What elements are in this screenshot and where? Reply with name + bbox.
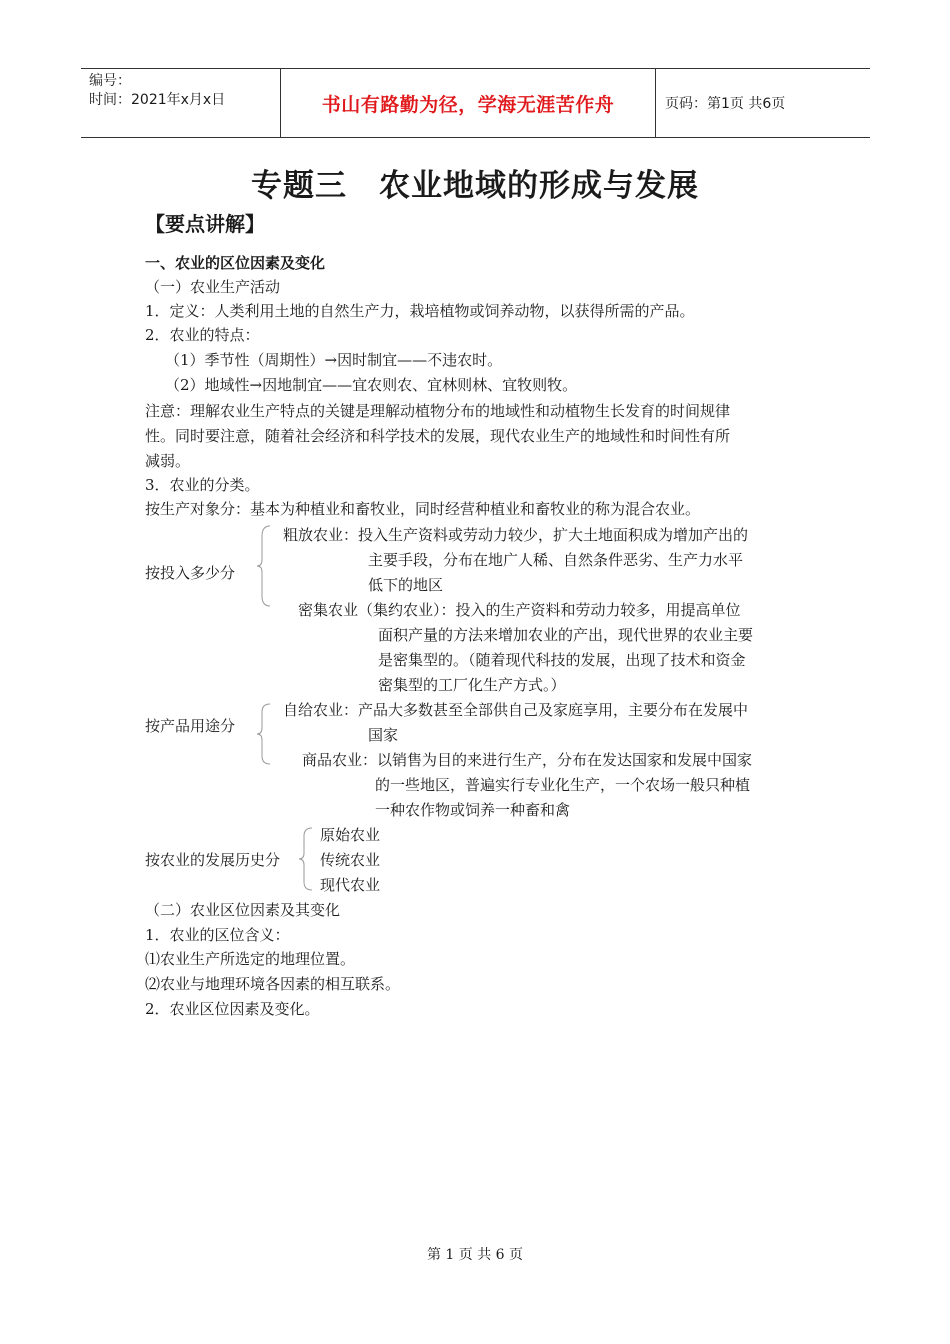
paragraph: 1．定义：人类利用土地的自然生产力，栽培植物或饲养动物，以获得所需的产品。 [145,302,695,320]
paragraph: 1．农业的区位含义： [145,926,290,944]
definition-text: 低下的地区 [368,576,444,594]
definition-text: 是密集型的。（随着现代科技的发展，出现了技术和资金 [378,651,746,669]
header-page-cell [655,69,870,137]
subheading-2: （二）农业区位因素及其变化 [145,901,341,919]
document-date: 时间：2021年x月x日 [89,92,226,108]
list-item: （1）季节性（周期性）→因时制宜——不违农时。 [165,351,503,369]
history-item: 现代农业 [320,876,381,894]
header-motto-cell [280,69,656,137]
definition-text: 一种农作物或饲养一种畜和禽 [375,801,571,819]
definition-text: 国家 [368,726,399,744]
header-table [81,68,870,138]
list-item: （2）地域性→因地制宜——宜农则农、宜林则林、宜牧则牧。 [165,376,578,394]
classification-label: 按投入多少分 [145,564,236,582]
document-number-label: 编号： [89,73,131,89]
brace-icon [256,524,274,608]
paragraph: 2．农业的特点： [145,326,260,344]
header-meta-cell [81,69,280,137]
subheading-1: （一）农业生产活动 [145,278,281,296]
list-item: ⑴农业生产所选定的地理位置。 [145,950,356,968]
note-text: 减弱。 [145,452,191,470]
brace-icon [256,702,274,766]
classification-label: 按产品用途分 [145,717,236,735]
page-info: 页码：第1页 共6页 [665,96,786,112]
definition-text: 商品农业：以销售为目的来进行生产，分布在发达国家和发展中国家 [302,751,753,769]
definition-text: 主要手段，分布在地广人稀、自然条件恶劣、生产力水平 [368,551,744,569]
history-item: 传统农业 [320,851,381,869]
definition-text: 粗放农业：投入生产资料或劳动力较少，扩大土地面积成为增加产出的 [283,526,749,544]
history-item: 原始农业 [320,826,381,844]
definition-text: 密集型的工厂化生产方式。） [378,676,566,694]
brace-icon [298,826,316,892]
note-text: 注意：理解农业生产特点的关键是理解动植物分布的地域性和动植物生长发育的时间规律 [145,402,731,420]
definition-text: 面积产量的方法来增加农业的产出，现代世界的农业主要 [378,626,754,644]
definition-text: 自给农业：产品大多数甚至全部供自己及家庭享用，主要分布在发展中 [283,701,749,719]
definition-text: 密集农业（集约农业）：投入的生产资料和劳动力较多，用提高单位 [298,601,741,619]
classification-label: 按农业的发展历史分 [145,851,281,869]
list-item: ⑵农业与地理环境各因素的相互联系。 [145,975,401,993]
document-title: 专题三 农业地域的形成与发展 [251,168,699,204]
heading-1: 一、农业的区位因素及变化 [145,254,326,272]
paragraph: 3．农业的分类。 [145,476,260,494]
paragraph: 按生产对象分：基本为种植业和畜牧业，同时经营种植业和畜牧业的称为混合农业。 [145,500,701,518]
definition-text: 的一些地区，普遍实行专业化生产，一个农场一般只种植 [375,776,751,794]
page-footer: 第 1 页 共 6 页 [426,1247,524,1263]
paragraph: 2．农业区位因素及变化。 [145,1000,320,1018]
note-text: 性。同时要注意，随着社会经济和科学技术的发展，现代农业生产的地域性和时间性有所 [145,427,731,445]
section-heading: 【要点讲解】 [145,212,265,236]
motto-text: 书山有路勤为径，学海无涯苦作舟 [321,93,615,116]
